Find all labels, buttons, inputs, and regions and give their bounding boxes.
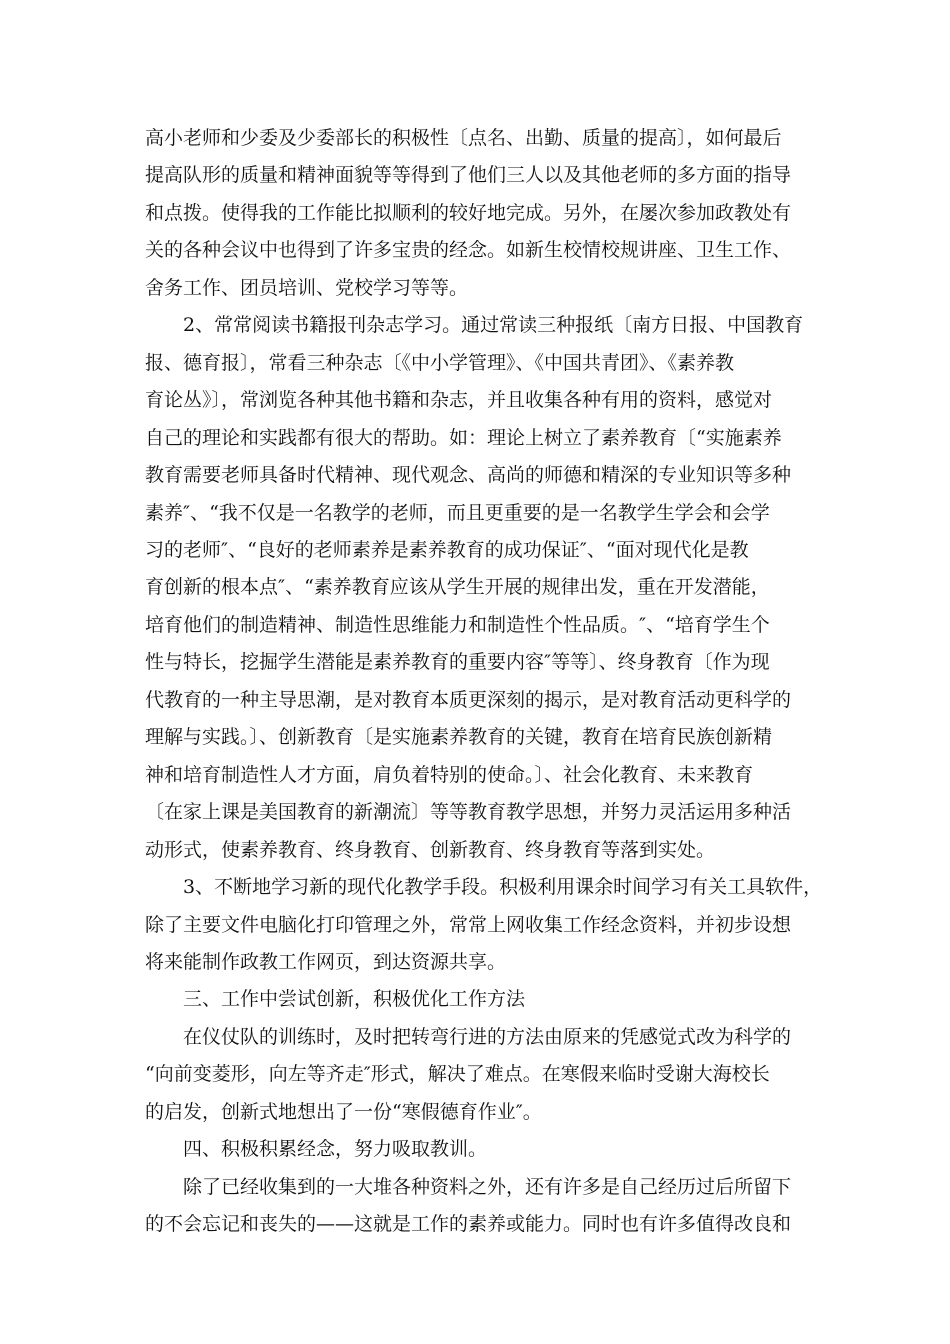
text-line: 〔在家上课是美国教育的新潮流〕等等教育教学思想，并努力灵活运用多种活 [145, 801, 792, 824]
text-line: 2、常常阅读书籍报刊杂志学习。通过常读三种报纸〔南方日报、中国教育 [145, 314, 804, 337]
text-line: 除了主要文件电脑化打印管理之外，常常上网收集工作经念资料，并初步设想 [145, 913, 792, 936]
text-line: 育创新的根本点″、“素养教育应该从学生开展的规律出发，重在开发潜能， [145, 576, 770, 599]
text-line: 除了已经收集到的一大堆各种资料之外，还有许多是自己经历过后所留下 [145, 1175, 792, 1198]
text-line: 报、德育报〕，常看三种杂志〔《中小学管理》、《中国共青团》、《素养教 [145, 351, 735, 374]
text-line: 动形式，使素养教育、终身教育、创新教育、终身教育等落到实处。 [145, 838, 716, 861]
text-line: 将来能制作政教工作网页，到达资源共享。 [145, 950, 507, 973]
text-line: 三、工作中尝试创新，积极优化工作方法 [145, 988, 526, 1011]
text-line: 和点拨。使得我的工作能比拟顺利的较好地完成。另外，在屡次参加政教处有 [145, 201, 792, 224]
text-line: 舍务工作、团员培训、党校学习等等。 [145, 276, 469, 299]
text-line: 高小老师和少委及少委部长的积极性〔点名、出勤、质量的提高〕，如何最后 [145, 127, 782, 149]
text-line: 的启发，创新式地想出了一份“寒假德育作业″。 [145, 1100, 542, 1123]
text-line: “向前变菱形，向左等齐走″形式，解决了难点。在寒假来临时受谢大海校长 [145, 1063, 770, 1086]
text-line: 3、不断地学习新的现代化教学手段。积极利用课余时间学习有关工具软件， [145, 876, 823, 898]
text-line: 神和培育制造性人才方面，肩负着特别的使命。〕、社会化教育、未来教育 [145, 763, 754, 786]
text-line: 素养″、“我不仅是一名教学的老师，而且更重要的是一名教学生学会和会学 [145, 501, 770, 524]
text-line: 在仪仗队的训练时，及时把转弯行进的方法由原来的凭感觉式改为科学的 [145, 1025, 792, 1048]
text-line: 自己的理论和实践都有很大的帮助。如：理论上树立了素养教育〔“实施素养 [145, 426, 782, 449]
text-line: 习的老师″、“良好的老师素养是素养教育的成功保证″、“面对现代化是教 [145, 539, 749, 561]
text-line: 的不会忘记和丧失的——这就是工作的素养或能力。同时也有许多值得改良和 [145, 1213, 792, 1236]
text-line: 育论丛》〕，常浏览各种其他书籍和杂志，并且收集各种有用的资料，感觉对 [145, 389, 773, 412]
text-line: 提高队形的质量和精神面貌等等得到了他们三人以及其他老师的多方面的指导 [145, 164, 792, 187]
text-line: 性与特长，挖掘学生潜能是素养教育的重要内容″等等〕、终身教育〔作为现 [145, 651, 770, 674]
text-line: 教育需要老师具备时代精神、现代观念、高尚的师德和精深的专业知识等多种 [145, 464, 792, 487]
text-line: 培育他们的制造精神、制造性思维能力和制造性个性品质。″、“培育学生个 [145, 613, 770, 636]
text-line: 理解与实践。〕、创新教育〔是实施素养教育的关键，教育在培育民族创新精 [145, 726, 773, 749]
text-line: 代教育的一种主导思潮，是对教育本质更深刻的揭示，是对教育活动更科学的 [145, 688, 792, 711]
text-line: 四、积极积累经念，努力吸取教训。 [145, 1138, 488, 1161]
text-line: 关的各种会议中也得到了许多宝贵的经念。如新生校情校规讲座、卫生工作、 [145, 239, 792, 262]
